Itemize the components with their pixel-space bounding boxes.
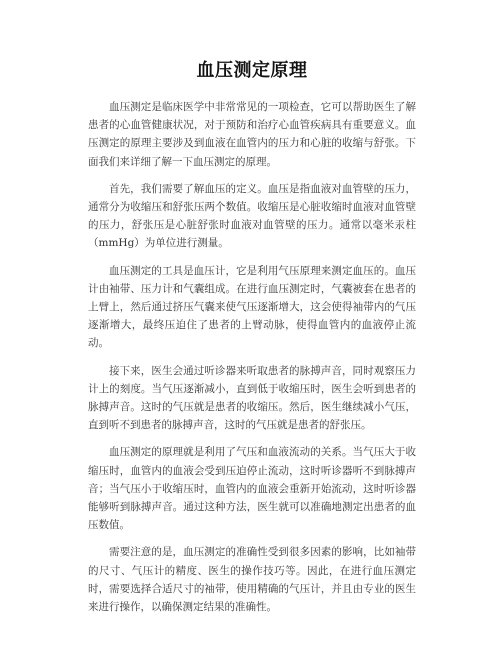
paragraph-instrument: 血压测定的工具是血压计，它是利用气压原理来测定血压的。血压计由袖带、压力计和气囊组成。在进行血压测定时，气囊被套在患者的上臂上，然后通过挤压气囊来使气压逐渐增大，这会使得袖带内的气压逐渐增大，最终压迫住了患者的上臂动脉，使得血管内的血液停止流动。 [88,264,416,350]
paragraph-accuracy: 需要注意的是，血压测定的准确性受到很多因素的影响，比如袖带的尺寸、气压计的精度、医生的操作技巧等。因此，在进行血压测定时，需要选择合适尺寸的袖带，使用精确的气压计，并且由专业的医生来进行操作，以确保测定结果的准确性。 [88,546,416,614]
paragraph-procedure: 接下来，医生会通过听诊器来听取患者的脉搏声音，同时观察压力计上的刻度。当气压逐渐减小，直到低于收缩压时，医生会听到患者的脉搏声音。这时的气压就是患者的收缩压。然后，医生继续减小气压，直到听不到患者的脉搏声音，这时的气压就是患者的舒张压。 [88,364,416,432]
paragraph-intro: 血压测定是临床医学中非常常见的一项检查，它可以帮助医生了解患者的心血管健康状况，对于预防和治疗心血管疾病具有重要意义。血压测定的原理主要涉及到血液在血管内的压力和心脏的收缩与舒张。下面我们来详细了解一下血压测定的原理。 [88,101,416,168]
paragraph-definition: 首先，我们需要了解血压的定义。血压是指血液对血管壁的压力，通常分为收缩压和舒张压两个数值。收缩压是心脏收缩时血液对血管壁的压力，舒张压是心脏舒张时血液对血管壁的压力。通常以毫米汞柱（mmHg）为单位进行测量。 [88,182,416,250]
document-title: 血压测定原理 [196,60,308,81]
paragraph-principle: 血压测定的原理就是利用了气压和血液流动的关系。当气压大于收缩压时，血管内的血液会受到压迫停止流动，这时听诊器听不到脉搏声音；当气压小于收缩压时，血管内的血液会重新开始流动，这时听诊器能够听到脉搏声音。通过这种方法，医生就可以准确地测定出患者的血压数值。 [88,446,416,532]
